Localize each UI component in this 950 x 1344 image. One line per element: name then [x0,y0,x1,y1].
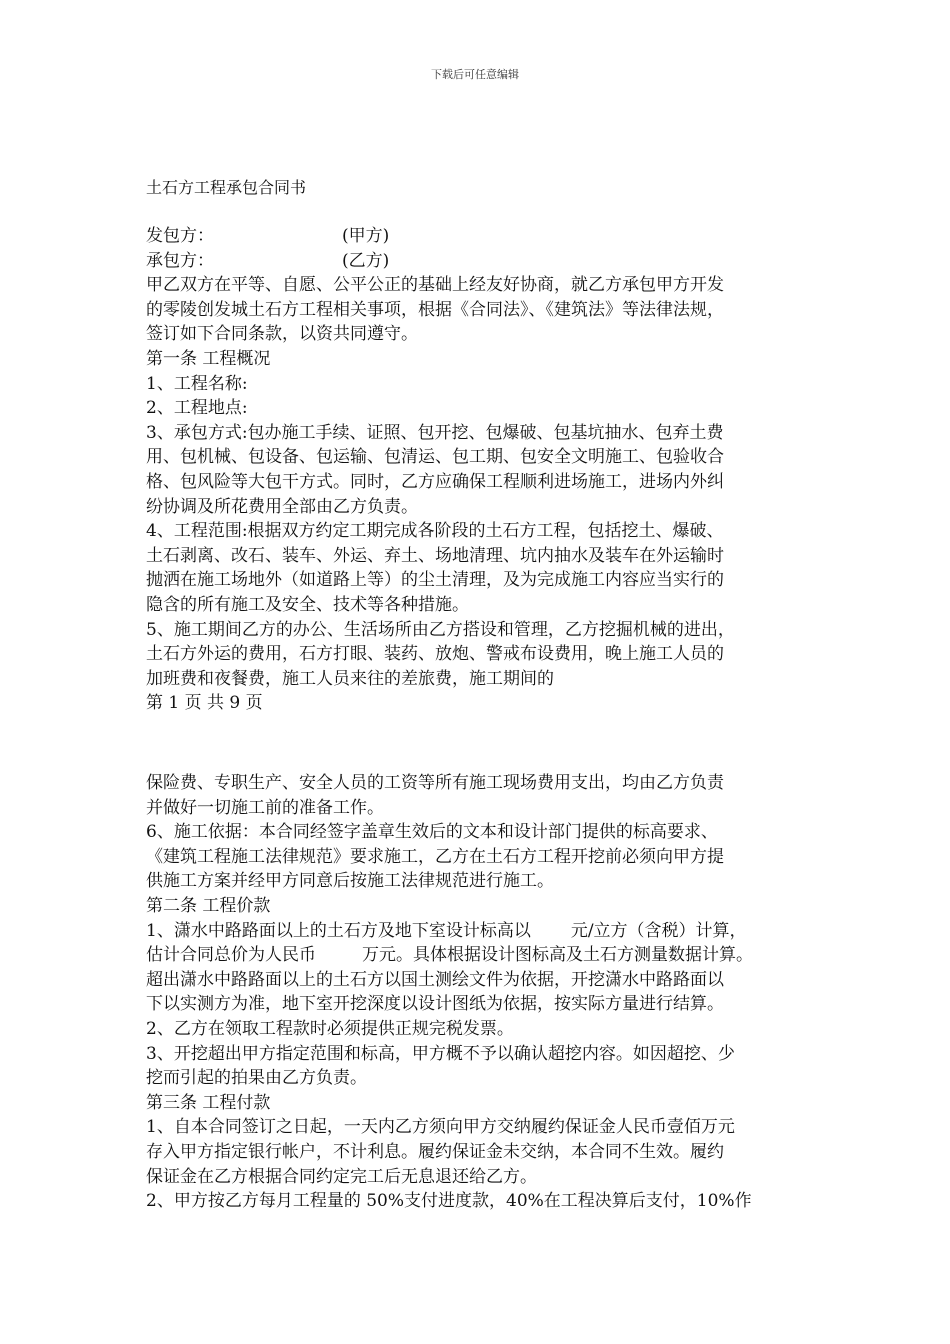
header-note: 下载后可任意编辑 [431,68,519,81]
text-line: 甲乙双方在平等、自愿、公平公正的基础上经友好协商，就乙方承包甲方开发 [146,275,724,296]
text-line: 土石剥离、改石、装车、外运、弃土、场地清理、坑内抽水及装车在外运输时 [146,545,724,566]
text-line: 格、包风险等大包干方式。同时，乙方应确保工程顺利进场施工，进场内外纠 [146,471,724,492]
price-line [146,919,816,944]
text-line: 挖而引起的拍果由乙方负责。 [146,1068,367,1089]
text-line: 并做好一切施工前的准备工作。 [146,797,384,818]
text-line: 供施工方案并经甲方同意后按施工法律规范进行施工。 [146,871,554,892]
text-line: 下以实测方为准，地下室开挖深度以设计图纸为依据，按实际方量进行结算。 [146,994,724,1015]
document-title: 土石方工程承包合同书 [146,178,307,197]
text-line: 5、施工期间乙方的办公、生活场所由乙方搭设和管理，乙方挖掘机械的进出， [146,619,735,640]
text-line: 3、开挖超出甲方指定范围和标高，甲方概不予以确认超挖内容。如因超挖、少 [146,1043,735,1064]
total-price-line [146,943,816,968]
text-line: 签订如下合同条款，以资共同遵守。 [146,324,418,345]
text-line: 2、乙方在领取工程款时必须提供正规完税发票。 [146,1018,514,1039]
text-line: 3、承包方式:包办施工手续、证照、包开挖、包爆破、包基坑抽水、包弃土费 [146,422,724,443]
total-price-part-b: 万元。具体根据设计图标高及土石方测量数据计算。 [362,945,753,966]
text-line: 抛洒在施工场地外（如道路上等）的尘土清理，及为完成施工内容应当实行的 [146,570,724,591]
text-line: 用、包机械、包设备、包运输、包清运、包工期、包安全文明施工、包验收合 [146,447,724,468]
section-heading: 第一条 工程概况 [146,348,271,369]
page-2-body [146,771,816,1214]
section-heading: 第三条 工程付款 [146,1092,271,1113]
total-price-part-a: 估计合同总价为人民币 [146,945,316,966]
text-line: 的零陵创发城土石方工程相关事项，根据《合同法》、《建筑法》等法律法规， [146,299,724,320]
text-line: 保证金在乙方根据合同约定完工后无息退还给乙方。 [146,1166,537,1187]
text-line: 4、工程范围:根据双方约定工期完成各阶段的土石方工程，包括挖土、爆破、 [146,521,724,542]
party-role-contractor: (乙方) [342,250,390,271]
party-label-contractor: 承包方： [146,250,214,271]
price-line-part-b: 元/立方（含税）计算， [570,920,747,941]
price-line-part-a: 1、潇水中路路面以上的土石方及地下室设计标高以 [146,920,531,941]
text-line: 保险费、专职生产、安全人员的工资等所有施工现场费用支出，均由乙方负责 [146,773,724,793]
text-line: 《建筑工程施工法律规范》要求施工，乙方在土石方工程开挖前必须向甲方提 [146,846,724,867]
page-number: 第 1 页 共 9 页 [146,693,263,714]
party-label-issuer: 发包方： [146,226,214,246]
text-line: 土石方外运的费用，石方打眼、装药、放炮、警戒布设费用，晚上施工人员的 [146,644,724,665]
text-line: 加班费和夜餐费，施工人员来往的差旅费，施工期间的 [146,668,554,689]
text-line: 1、自本合同签订之日起，一天内乙方须向甲方交纳履约保证金人民币壹佰万元 [146,1117,735,1138]
page-1-body [146,224,816,716]
text-line: 超出潇水中路路面以上的土石方以国土测绘文件为依据，开挖潇水中路路面以 [146,969,724,990]
text-line: 纷协调及所花费用全部由乙方负责。 [146,496,418,517]
party-role-issuer: (甲方) [342,226,390,246]
party-line-issuer [146,224,816,249]
text-line: 2、甲方按乙方每月工程量的 50%支付进度款，40%在工程决算后支付，10%作 [146,1191,752,1212]
section-heading: 第二条 工程价款 [146,895,271,916]
text-line: 存入甲方指定银行帐户，不计利息。履约保证金未交纳，本合同不生效。履约 [146,1141,724,1162]
text-line: 1、工程名称: [146,373,248,394]
text-line: 6、施工依据：本合同经签字盖章生效后的文本和设计部门提供的标高要求、 [146,822,718,843]
party-line-contractor [146,249,816,274]
text-line: 2、工程地点: [146,398,248,419]
text-line: 隐含的所有施工及安全、技术等各种措施。 [146,594,469,615]
